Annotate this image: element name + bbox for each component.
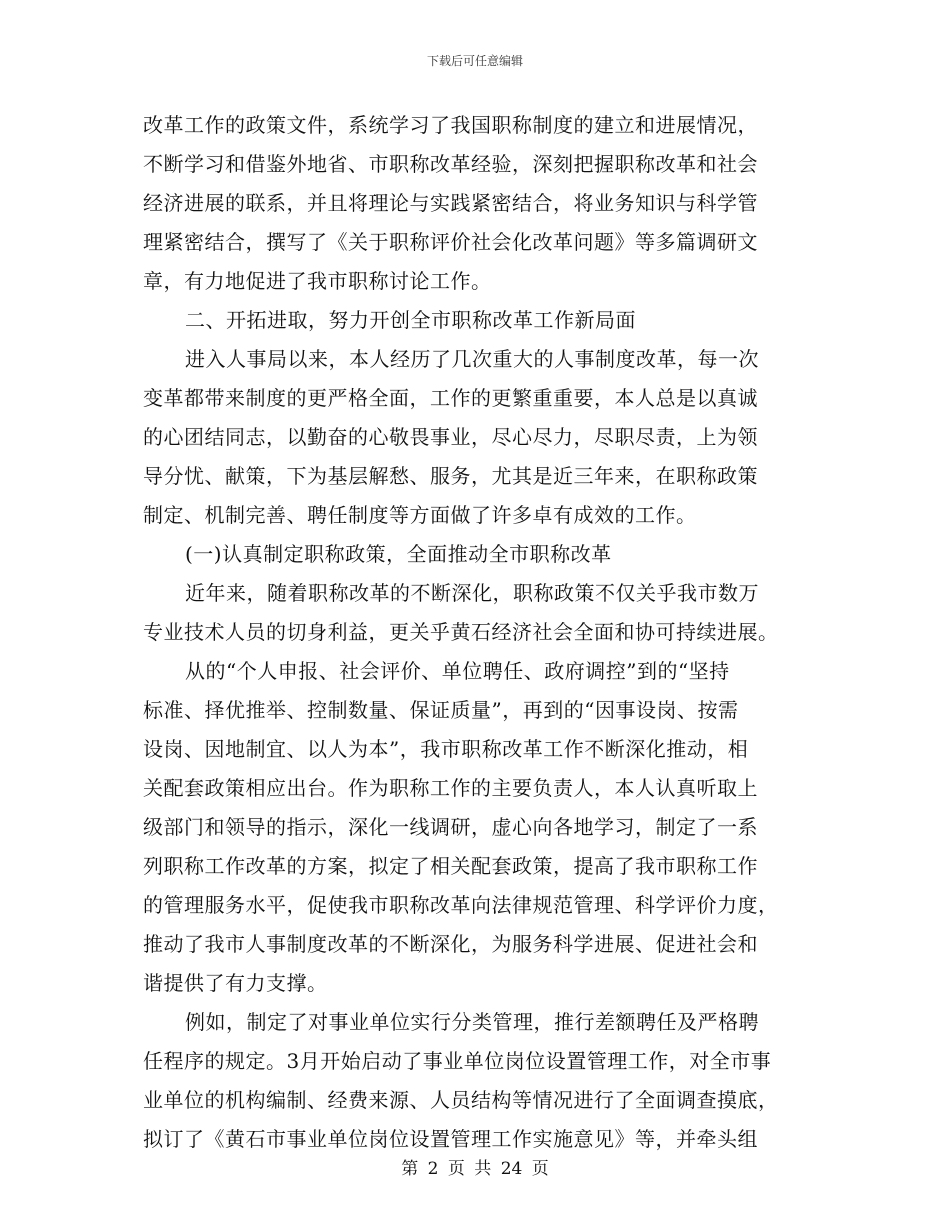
text-line: 标准、择优推举、控制数量、保证质量”，再到的“因事设岗、按需 (143, 698, 739, 722)
subsection-heading: (一)认真制定职称政策，全面推动全市职称改革 (185, 542, 612, 566)
paragraph-first-line: 从的“个人申报、社会评价、单位聘任、政府调控”到的“坚持 (185, 659, 730, 683)
text-line: 拟订了《黄石市事业单位岗位设置管理工作实施意见》等，并牵头组 (143, 1127, 758, 1151)
text-line: 改革工作的政策文件，系统学习了我国职称制度的建立和进展情况， (143, 113, 758, 137)
text-line: 谐提供了有力支撑。 (143, 971, 328, 995)
document-body (143, 106, 810, 1159)
text-line: 的心团结同志，以勤奋的心敬畏事业，尽心尽力，尽职尽责，上为领 (143, 425, 758, 449)
text-line: 级部门和领导的指示，深化一线调研，虚心向各地学习，制定了一系 (143, 815, 758, 839)
text-line: 经济进展的联系，并且将理论与实践紧密结合，将业务知识与科学管 (143, 191, 758, 215)
text-line: 设岗、因地制宜、以人为本”，我市职称改革工作不断深化推动，相 (143, 737, 749, 761)
text-line: 任程序的规定。3月开始启动了事业单位岗位设置管理工作，对全市事 (143, 1049, 772, 1073)
text-line: 的管理服务水平，促使我市职称改革向法律规范管理、科学评价力度， (143, 893, 779, 917)
text-line: 制定、机制完善、聘任制度等方面做了许多卓有成效的工作。 (143, 503, 697, 527)
text-line: 业单位的机构编制、经费来源、人员结构等情况进行了全面调查摸底， (143, 1088, 779, 1112)
page-header: 下载后可任意编辑 (426, 54, 523, 68)
text-line: 列职称工作改革的方案，拟定了相关配套政策，提高了我市职称工作 (143, 854, 758, 878)
text-line: 变革都带来制度的更严格全面，工作的更繁重重要，本人总是以真诚 (143, 386, 758, 410)
page-number-footer: 第 2 页 共 24 页 (401, 1159, 549, 1179)
text-line: 推动了我市人事制度改革的不断深化，为服务科学进展、促进社会和 (143, 932, 758, 956)
paragraph-first-line: 进入人事局以来，本人经历了几次重大的人事制度改革，每一次 (185, 347, 759, 371)
text-line: 导分忧、献策，下为基层解愁、服务，尤其是近三年来，在职称政策 (143, 464, 758, 488)
section-heading: 二、开拓进取，努力开创全市职称改革工作新局面 (185, 308, 636, 332)
paragraph-first-line: 近年来，随着职称改革的不断深化，职称政策不仅关乎我市数万 (185, 581, 759, 605)
text-line: 不断学习和借鉴外地省、市职称改革经验，深刻把握职称改革和社会 (143, 152, 758, 176)
text-line: 专业技术人员的切身利益，更关乎黄石经济社会全面和协可持续进展。 (143, 620, 779, 644)
text-line: 理紧密结合，撰写了《关于职称评价社会化改革问题》等多篇调研文 (143, 230, 758, 254)
paragraph-first-line: 例如，制定了对事业单位实行分类管理，推行差额聘任及严格聘 (185, 1010, 759, 1034)
text-line: 关配套政策相应出台。作为职称工作的主要负责人，本人认真听取上 (143, 776, 758, 800)
text-line: 章，有力地促进了我市职称讨论工作。 (143, 269, 492, 293)
